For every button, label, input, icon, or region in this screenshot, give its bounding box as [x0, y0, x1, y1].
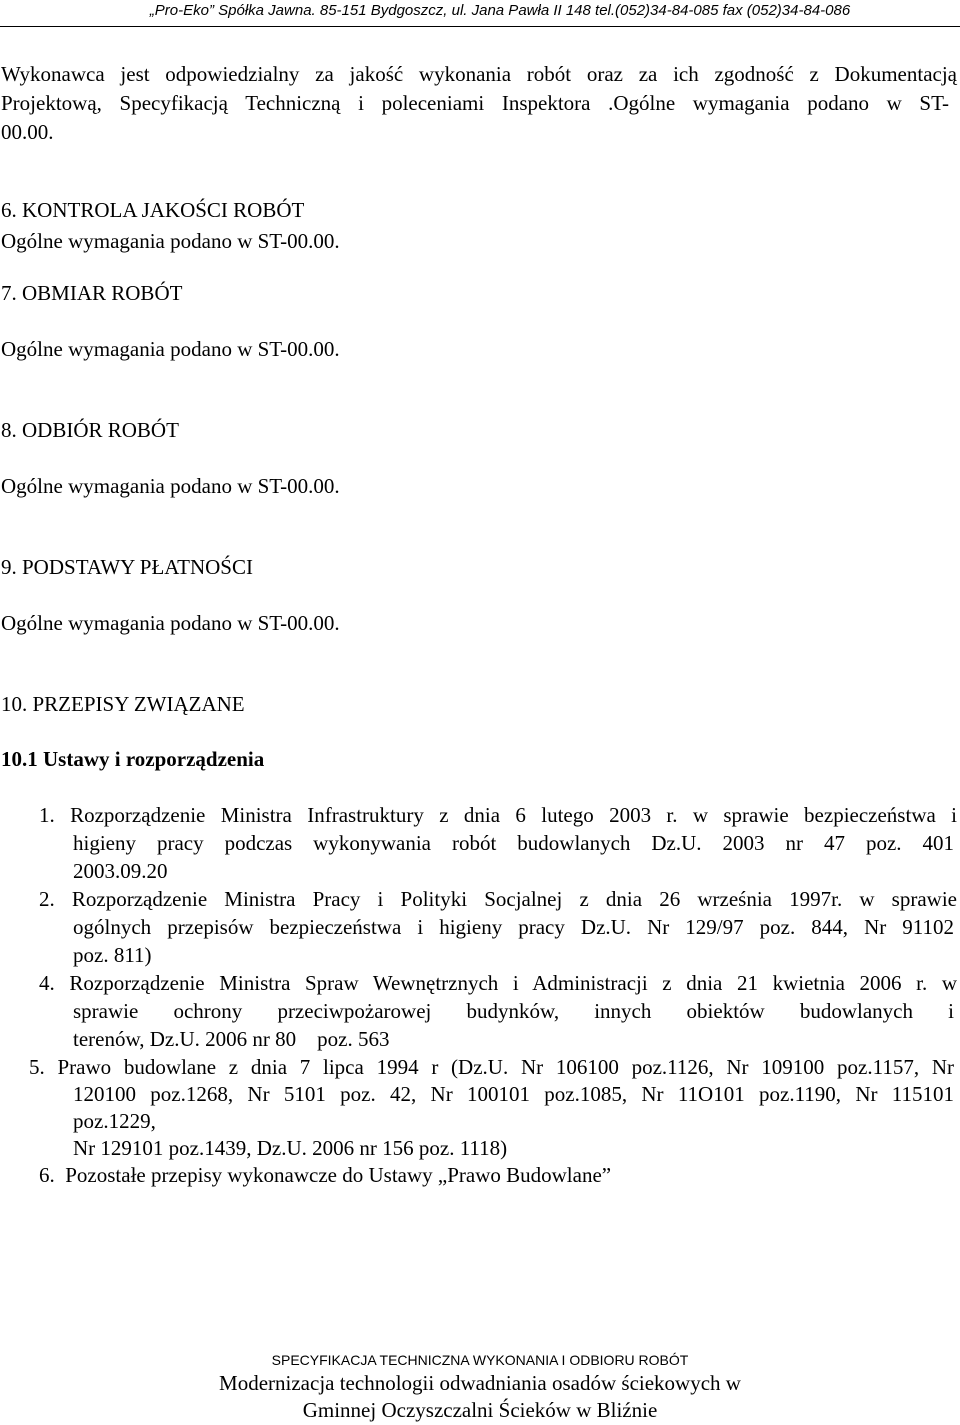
- regulation-1-line-2: higieny pracy podczas wykonywania robót budowlanych Dz.U. 2003 nr 47 poz. 401: [73, 831, 954, 855]
- intro-line-1: Wykonawca jest odpowiedzialny za jakość wykonania robót oraz za ich zgodność z Dokumentacją: [1, 62, 957, 86]
- regulation-5-line-3: poz.1229,: [73, 1109, 156, 1133]
- regulation-4-line-3: terenów, Dz.U. 2006 nr 80 poz. 563: [73, 1027, 390, 1051]
- footer-project-line-1: Modernizacja technologii odwadniania osadów ściekowych w: [219, 1371, 741, 1395]
- section-7-text: Ogólne wymagania podano w ST-00.00.: [1, 337, 340, 361]
- section-7-heading: 7. OBMIAR ROBÓT: [1, 281, 183, 305]
- regulation-1-line-1: 1. Rozporządzenie Ministra Infrastruktury z dnia 6 lutego 2003 r. w sprawie bezpieczeństwa i: [39, 803, 957, 827]
- section-9-text: Ogólne wymagania podano w ST-00.00.: [1, 611, 340, 635]
- regulation-6-line-1: 6. Pozostałe przepisy wykonawcze do Ustawy „Prawo Budowlane”: [39, 1163, 612, 1187]
- regulation-2-line-1: 2. Rozporządzenie Ministra Pracy i Polityki Socjalnej z dnia 26 września 1997r. w sprawie: [39, 887, 957, 911]
- regulation-1-line-3: 2003.09.20: [73, 859, 168, 883]
- regulation-5-line-4: Nr 129101 poz.1439, Dz.U. 2006 nr 156 poz. 1118): [73, 1136, 508, 1160]
- footer-title: SPECYFIKACJA TECHNICZNA WYKONANIA I ODBIORU ROBÓT: [271, 1352, 689, 1368]
- regulation-4-line-1: 4. Rozporządzenie Ministra Spraw Wewnętrznych i Administracji z dnia 21 kwietnia 2006 r. w: [39, 971, 957, 995]
- regulation-5-line-1: 5. Prawo budowlane z dnia 7 lipca 1994 r (Dz.U. Nr 106100 poz.1126, Nr 109100 poz.1157, Nr: [29, 1055, 954, 1079]
- regulation-2-line-3: poz. 811): [73, 943, 152, 967]
- regulation-4-line-2: sprawie ochrony przeciwpożarowej budynków, innych obiektów budowlanych i: [73, 999, 954, 1023]
- regulation-2-line-2: ogólnych przepisów bezpieczeństwa i higieny pracy Dz.U. Nr 129/97 poz. 844, Nr 91102: [73, 915, 954, 939]
- intro-line-3: 00.00.: [1, 120, 54, 144]
- section-10-heading: 10. PRZEPISY ZWIĄZANE: [1, 692, 245, 716]
- section-6-text: Ogólne wymagania podano w ST-00.00.: [1, 229, 340, 253]
- page-header: [0, 0, 960, 27]
- intro-line-2: Projektową, Specyfikacją Techniczną i poleceniami Inspektora .Ogólne wymagania podano w ST-: [1, 91, 949, 115]
- company-header-text: „Pro-Eko” Spółka Jawna. 85-151 Bydgoszcz, ul. Jana Pawła II 148 tel.(052)34-84-085 fax (052)34-84-086: [149, 2, 851, 19]
- section-8-text: Ogólne wymagania podano w ST-00.00.: [1, 474, 340, 498]
- section-6-heading: 6. KONTROLA JAKOŚCI ROBÓT: [1, 198, 305, 222]
- regulation-5-line-2: 120100 poz.1268, Nr 5101 poz. 42, Nr 100101 poz.1085, Nr 11O101 poz.1190, Nr 115101: [73, 1082, 954, 1106]
- section-9-heading: 9. PODSTAWY PŁATNOŚCI: [1, 555, 253, 579]
- section-10-1-subheading: 10.1 Ustawy i rozporządzenia: [1, 747, 265, 771]
- footer-project-line-2: Gminnej Oczyszczalni Ścieków w Bliźnie: [302, 1398, 658, 1422]
- section-8-heading: 8. ODBIÓR ROBÓT: [1, 418, 179, 442]
